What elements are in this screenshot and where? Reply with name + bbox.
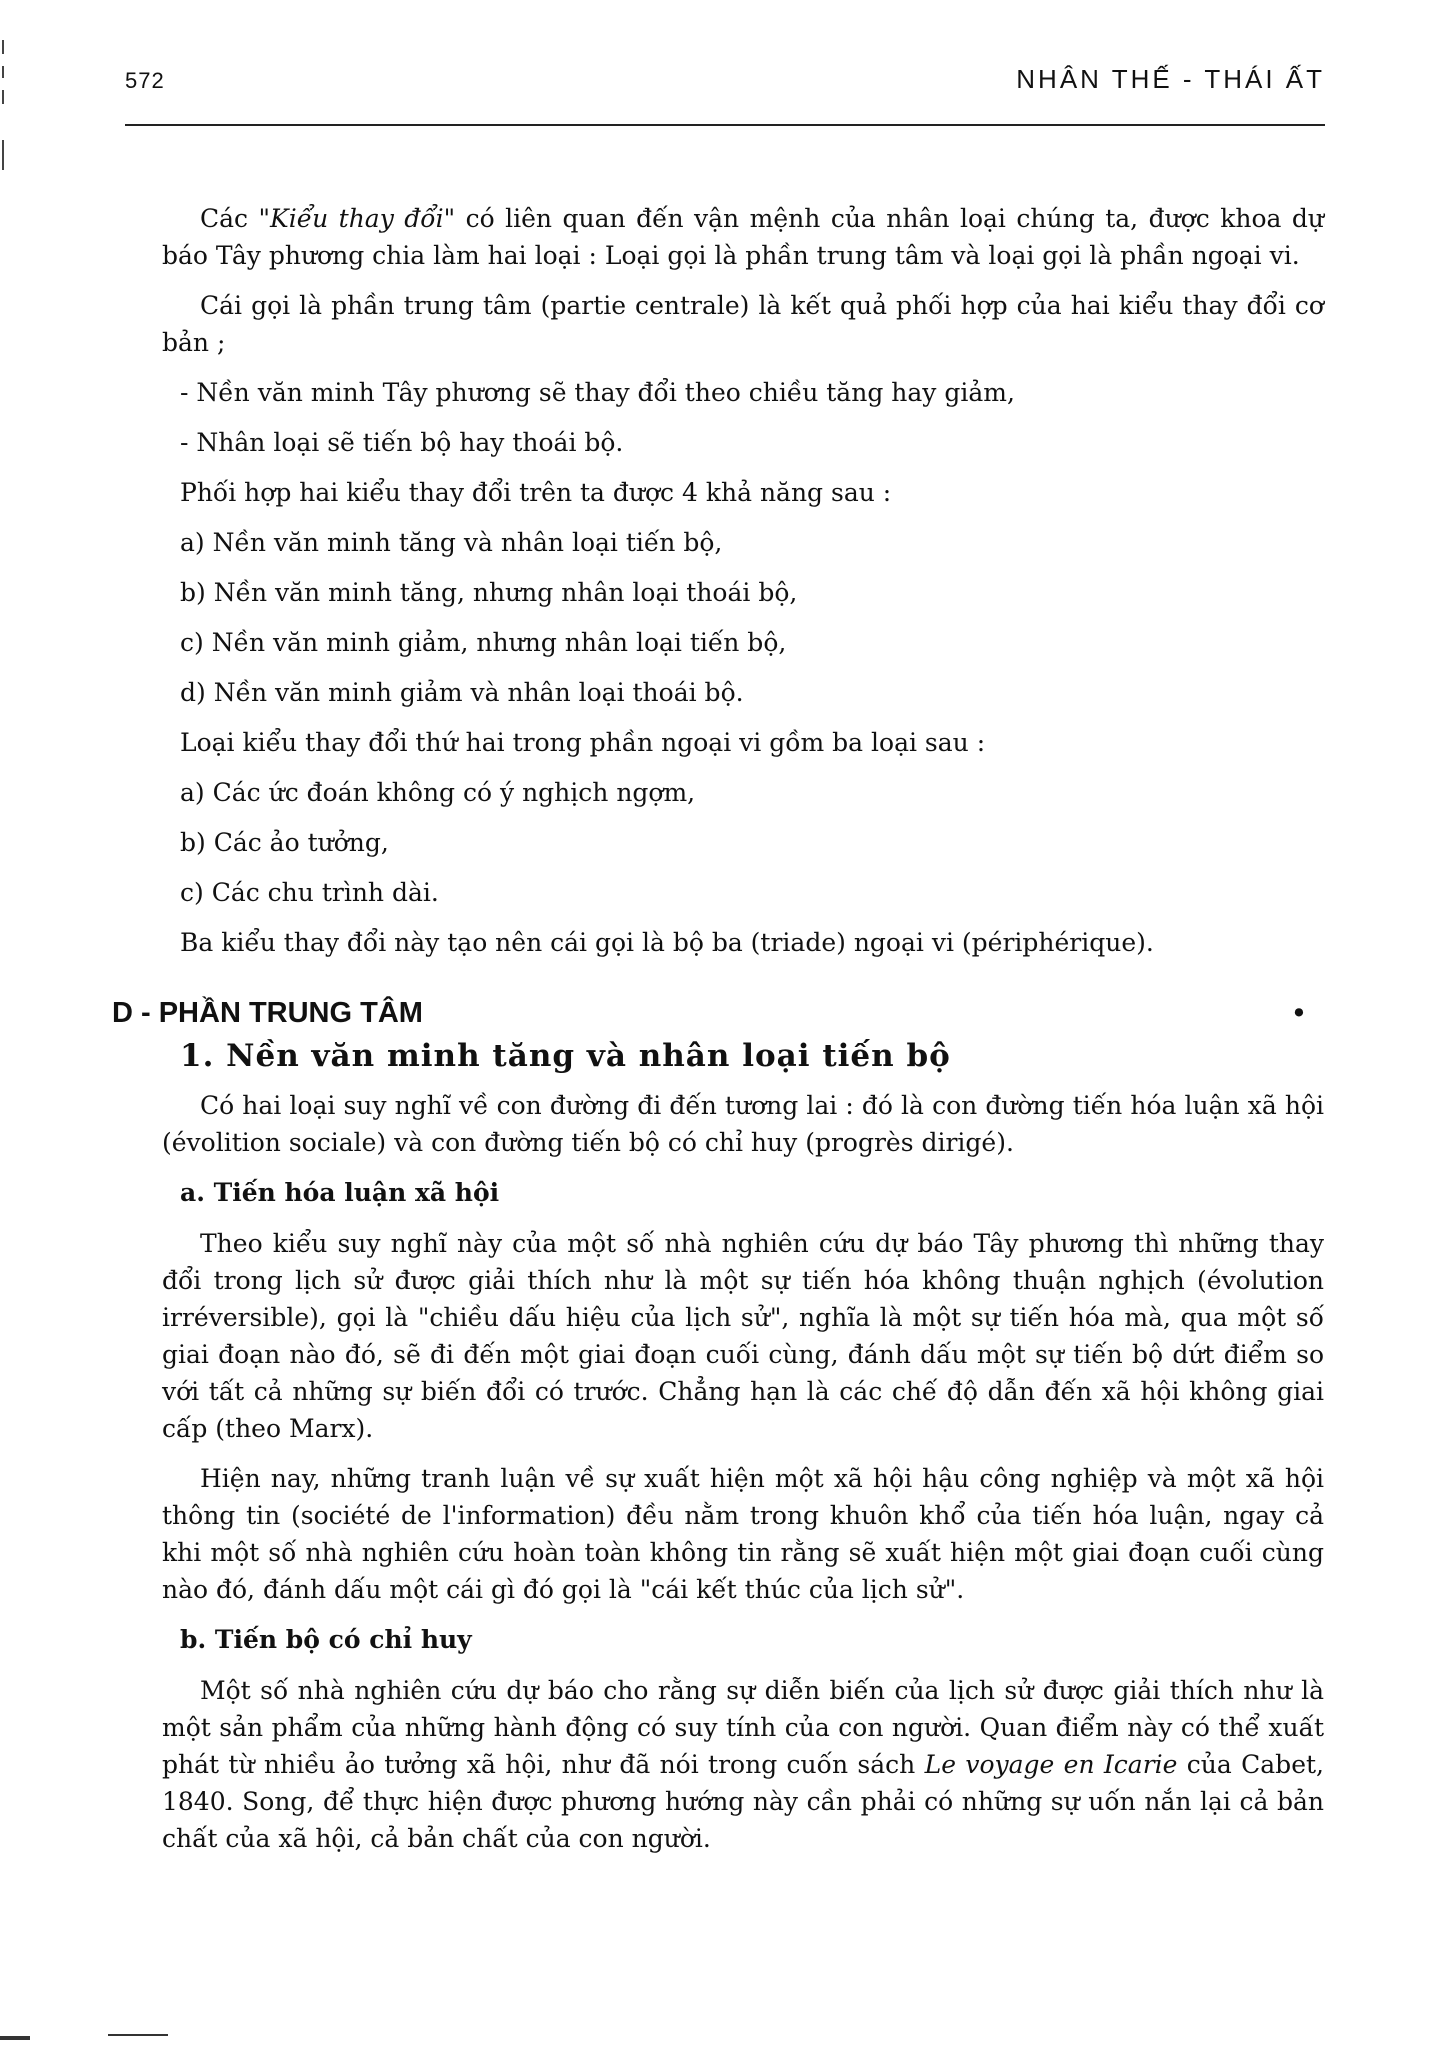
peripheral-item: c) Các chu trình dài.	[180, 878, 439, 907]
paragraph: Các "Kiểu thay đổi" có liên quan đến vận mệnh của nhân loại chúng ta, được khoa dự báo Tây phương chia làm hai loại : Loại gọi là phần trung tâm và loại gọi là phần ngoại vi.	[162, 204, 1324, 270]
header-rule	[125, 124, 1325, 126]
paragraph: Một số nhà nghiên cứu dự báo cho rằng sự diễn biến của lịch sử được giải thích như là một sản phẩm của những hành động có suy tính của con người. Quan điểm này có thể xuất phát từ nhiều ảo tưởng xã hội, như đã nói trong cuốn sách Le voyage en Icarie của Cabet, 1840. Song, để thực hiện được phương hướng này cần phải có những sự uốn nắn lại cả bản chất của xã hội, cả bản chất của con người.	[162, 1676, 1324, 1853]
subheading-b: b. Tiến bộ có chỉ huy	[180, 1625, 472, 1654]
dash-item: - Nền văn minh Tây phương sẽ thay đổi theo chiều tăng hay giảm,	[180, 378, 1015, 407]
margin-marks	[0, 40, 6, 190]
paragraph: Cái gọi là phần trung tâm (partie centrale) là kết quả phối hợp của hai kiểu thay đổi cơ bản ;	[162, 291, 1324, 357]
option-item: a) Nền văn minh tăng và nhân loại tiến bộ,	[180, 528, 723, 557]
dash-item: - Nhân loại sẽ tiến bộ hay thoái bộ.	[180, 428, 624, 457]
running-title: NHÂN THẾ - THÁI ẤT	[1016, 64, 1325, 94]
option-item: d) Nền văn minh giảm và nhân loại thoái bộ.	[180, 678, 744, 707]
page-number: 572	[125, 68, 165, 93]
peripheral-item: b) Các ảo tưởng,	[180, 828, 389, 857]
page-header	[125, 60, 1325, 120]
paragraph: Có hai loại suy nghĩ về con đường đi đến tương lai : đó là con đường tiến hóa luận xã hội (évolition sociale) và con đường tiến bộ có chỉ huy (progrès dirigé).	[162, 1091, 1324, 1157]
paragraph: Loại kiểu thay đổi thứ hai trong phần ngoại vi gồm ba loại sau :	[180, 728, 986, 757]
paragraph: Hiện nay, những tranh luận về sự xuất hiện một xã hội hậu công nghiệp và một xã hội thông tin (société de l'information) đều nằm trong khuôn khổ của tiến hóa luận, ngay cả khi một số nhà nghiên cứu hoàn toàn không tin rằng sẽ xuất hiện một giai đoạn cuối cùng nào đó, đánh dấu một cái gì đó gọi là "cái kết thúc của lịch sử".	[162, 1464, 1324, 1604]
footer-edge-mark	[0, 2036, 30, 2040]
paragraph: Theo kiểu suy nghĩ này của một số nhà nghiên cứu dự báo Tây phương thì những thay đổi trong lịch sử được giải thích như là một sự tiến hóa không thuận nghịch (évolution irréversible), gọi là "chiều dấu hiệu của lịch sử", nghĩa là một sự tiến hóa mà, qua một số giai đoạn nào đó, sẽ đi đến một giai đoạn cuối cùng, đánh dấu một sự tiến bộ dứt điểm so với tất cả những sự biến đổi có trước. Chẳng hạn là các chế độ dẫn đến xã hội không giai cấp (theo Marx).	[162, 1229, 1324, 1443]
page-body	[112, 200, 1324, 1870]
option-item: c) Nền văn minh giảm, nhưng nhân loại tiến bộ,	[180, 628, 787, 657]
footer-mark	[108, 2034, 168, 2036]
peripheral-item: a) Các ức đoán không có ý nghịch ngợm,	[180, 778, 696, 807]
bullet-dot: •	[1293, 997, 1304, 1029]
paragraph: Phối hợp hai kiểu thay đổi trên ta được 4 khả năng sau :	[180, 478, 892, 507]
subsection-heading: 1. Nền văn minh tăng và nhân loại tiến bộ	[180, 1038, 951, 1074]
paragraph: Ba kiểu thay đổi này tạo nên cái gọi là bộ ba (triade) ngoại vi (périphérique).	[180, 928, 1154, 957]
subheading-a: a. Tiến hóa luận xã hội	[180, 1178, 500, 1207]
section-heading: D - PHẦN TRUNG TÂM •	[112, 995, 1324, 1032]
option-item: b) Nền văn minh tăng, nhưng nhân loại thoái bộ,	[180, 578, 798, 607]
